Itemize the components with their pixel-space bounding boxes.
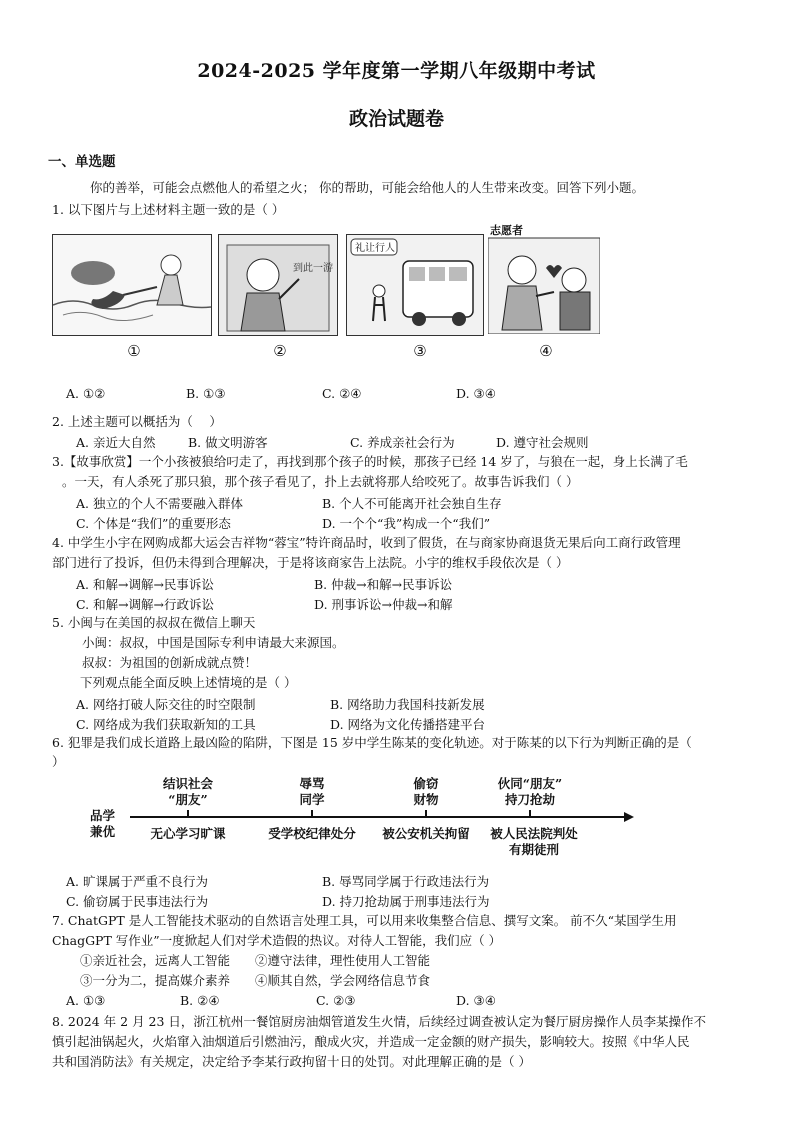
q4-option-b[interactable]: B. 仲裁→和解→民事诉讼	[314, 577, 453, 592]
q6-timeline-diagram	[90, 770, 650, 860]
q1-image-1	[52, 234, 212, 336]
q7-items-2: ③一分为二，提高媒介素养 ④顺其自然，学会网络信息节食	[80, 973, 431, 988]
q4-stem-line1: 4. 中学生小宇在网购成都大运会吉祥物“蓉宝”特许商品时，收到了假货，在与商家协商退货无果后向工商行政管理	[52, 535, 681, 550]
q2-option-d[interactable]: D. 遵守社会规则	[496, 435, 589, 450]
q3-option-a[interactable]: A. 独立的个人不需要融入群体	[76, 496, 243, 511]
rescue-illustration-icon	[53, 235, 211, 335]
q1-stem: 1. 以下图片与上述材料主题一致的是（ ）	[52, 202, 285, 217]
section-heading: 一、单选题	[48, 154, 116, 170]
timeline-bottom-4-line2: 有期徒刑	[508, 842, 559, 857]
timeline-top-4-line1: 伙同“朋友”	[497, 776, 563, 791]
q1-image-2	[218, 234, 338, 336]
q8-stem-line2: 慎引起油锅起火，火焰窜入油烟道后引燃油污，酿成火灾，并造成一定金额的财产损失，影响较大。按照《中华人民	[52, 1034, 690, 1049]
q3-option-d[interactable]: D. 一个个“我”构成一个“我们”	[322, 516, 491, 531]
timeline-top-4-line2: 持刀抢劫	[504, 792, 555, 807]
q5-option-c[interactable]: C. 网络成为我们获取新知的工具	[76, 717, 256, 732]
timeline-top-1-line2: “朋友”	[168, 792, 208, 807]
q2-stem: 2. 上述主题可以概括为（ ）	[52, 414, 222, 429]
q5-option-d[interactable]: D. 网络为文化传播搭建平台	[330, 717, 486, 732]
image-label-1: ①	[127, 342, 141, 360]
q6-stem-line2: ）	[52, 754, 65, 769]
exam-subtitle: 政治试题卷	[348, 108, 444, 130]
q1-option-d[interactable]: D. ③④	[456, 386, 496, 401]
q5-option-a[interactable]: A. 网络打破人际交往的时空限制	[76, 697, 256, 712]
q7-stem-line2: ChagGPT 写作业”一度掀起人们对学术造假的热议。对待人工智能，我们应（ ）	[52, 933, 502, 948]
image-label-3: ③	[413, 342, 427, 360]
q4-option-c[interactable]: C. 和解→调解→行政诉讼	[76, 597, 215, 612]
image-label-4: ④	[539, 342, 553, 360]
q8-stem-line3: 共和国消防法》有关规定，决定给予李某行政拘留十日的处罚。对此理解正确的是（ ）	[52, 1054, 531, 1069]
q7-option-d[interactable]: D. ③④	[456, 993, 496, 1008]
q1-image-3	[346, 234, 484, 336]
q5-dialog-1: 小闽：叔叔，中国是国际专利申请最大来源国。	[82, 635, 345, 650]
q6-option-d[interactable]: D. 持刀抢劫属于刑事违法行为	[322, 894, 490, 909]
timeline-top-3-line2: 财物	[413, 792, 439, 807]
intro-text: 你的善举，可能会点燃他人的希望之火； 你的帮助，可能会给他人的人生带来改变。回答下列小题。	[90, 180, 644, 195]
timeline-bottom-1: 无心学习旷课	[150, 826, 226, 841]
q6-option-a[interactable]: A. 旷课属于严重不良行为	[66, 874, 208, 889]
timeline-top-2-line2: 同学	[299, 792, 325, 807]
q7-option-b[interactable]: B. ②④	[180, 993, 220, 1008]
q5-stem: 5. 小闽与在美国的叔叔在微信上聊天	[52, 615, 256, 630]
volunteer-illustration-icon	[488, 222, 600, 334]
q4-option-a[interactable]: A. 和解→调解→民事诉讼	[76, 577, 214, 592]
q5-option-b[interactable]: B. 网络助力我国科技新发展	[330, 697, 485, 712]
q5-question: 下列观点能全面反映上述情境的是（ ）	[80, 675, 297, 690]
q7-stem-line1: 7. ChatGPT 是人工智能技术驱动的自然语言处理工具，可以用来收集整合信息、撰写文案。 前不久“某国学生用	[52, 913, 677, 928]
q8-stem-line1: 8. 2024 年 2 月 23 日，浙江杭州一餐馆厨房油烟管道发生火情，后续经过调查被认定为餐厅厨房操作人员李某操作不	[52, 1014, 706, 1029]
graffiti-text: 到此一游	[293, 263, 333, 274]
exam-title: 2024-2025 学年度第一学期八年级期中考试	[197, 60, 596, 82]
q7-option-c[interactable]: C. ②③	[316, 993, 356, 1008]
image-label-2: ②	[273, 342, 287, 360]
timeline-start-line2: 兼优	[90, 824, 116, 839]
q3-stem-line1: 3.【故事欣赏】一个小孩被狼给叼走了，再找到那个孩子的时候，那孩子已经 14 岁了，与狼在一起，身上长满了毛	[52, 454, 688, 469]
volunteer-label: 志愿者	[490, 224, 523, 237]
q2-option-b[interactable]: B. 做文明游客	[188, 435, 268, 450]
q7-option-a[interactable]: A. ①③	[66, 993, 106, 1008]
q4-stem-line2: 部门进行了投诉，但仍未得到合理解决，于是将该商家告上法院。小宇的维权手段依次是（ ）	[52, 555, 569, 570]
q3-option-c[interactable]: C. 个体是“我们”的重要形态	[76, 516, 231, 531]
q1-option-a[interactable]: A. ①②	[66, 386, 106, 401]
timeline-bottom-2: 受学校纪律处分	[268, 826, 356, 841]
timeline-top-3-line1: 偷窃	[413, 776, 439, 791]
timeline-bottom-4-line1: 被人民法院判处	[490, 826, 578, 841]
q7-items-1: ①亲近社会，远离人工智能 ②遵守法律，理性使用人工智能	[80, 953, 431, 968]
timeline-top-1-line1: 结识社会	[162, 776, 213, 791]
timeline-bottom-3: 被公安机关拘留	[382, 826, 470, 841]
q5-dialog-2: 叔叔：为祖国的创新成就点赞！	[82, 655, 258, 670]
q3-stem-line2: 。一天，有人杀死了那只狼，那个孩子看见了，扑上去就将那人给咬死了。故事告诉我们（ ）	[62, 474, 579, 489]
timeline-top-2-line1: 辱骂	[299, 776, 325, 791]
q3-option-b[interactable]: B. 个人不可能离开社会独自生存	[322, 496, 502, 511]
q1-image-4	[488, 222, 600, 334]
timeline-start-line1: 品学	[90, 808, 116, 823]
q6-option-b[interactable]: B. 辱骂同学属于行政违法行为	[322, 874, 490, 889]
q6-stem-line1: 6. 犯罪是我们成长道路上最凶险的陷阱，下图是 15 岁中学生陈某的变化轨迹。对于陈某的以下行为判断正确的是（	[52, 735, 692, 750]
q1-option-c[interactable]: C. ②④	[322, 386, 362, 401]
q2-option-c[interactable]: C. 养成亲社会行为	[350, 435, 455, 450]
q2-option-a[interactable]: A. 亲近大自然	[76, 435, 156, 450]
q6-option-c[interactable]: C. 偷窃属于民事违法行为	[66, 894, 209, 909]
bus-illustration-icon	[347, 235, 483, 335]
q4-option-d[interactable]: D. 刑事诉讼→仲裁→和解	[314, 597, 453, 612]
q1-option-b[interactable]: B. ①③	[186, 386, 226, 401]
speech-bubble-text: 礼让行人	[355, 243, 395, 254]
graffiti-illustration-icon	[219, 235, 337, 335]
